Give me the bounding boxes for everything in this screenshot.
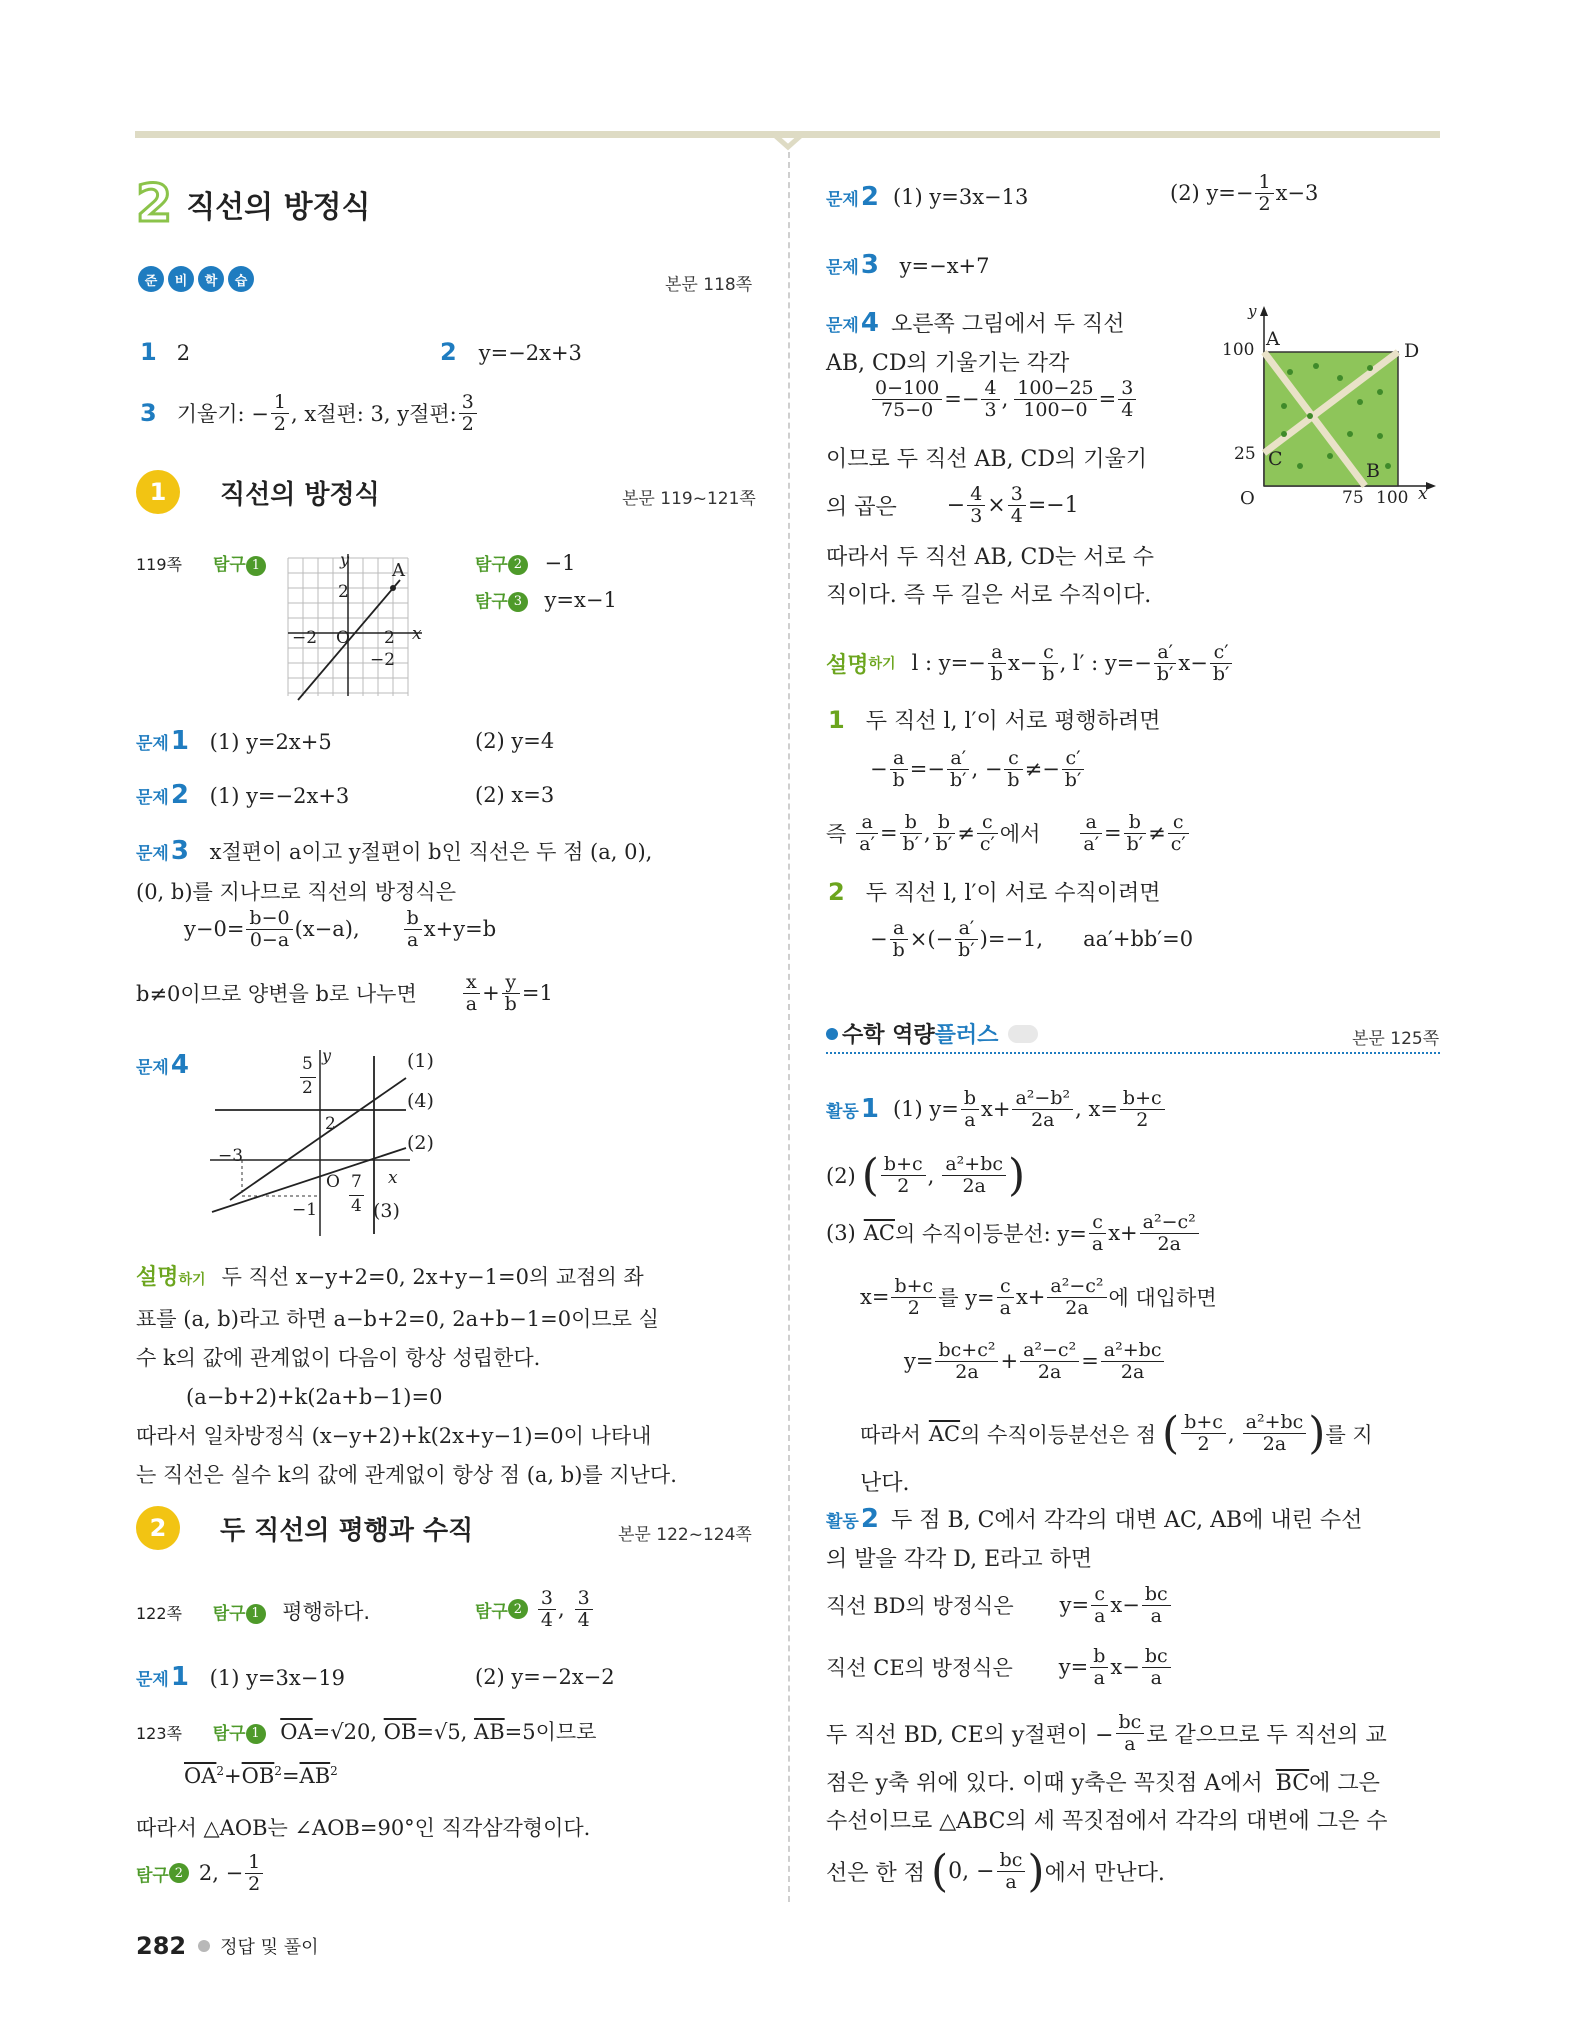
page-number: 282 [136,1932,187,1960]
s2-tangu3-line3: 따라서 △AOB는 ∠AOB=90°인 직각삼각형이다. [136,1816,591,1840]
plus-header: 수학 역량 플러스 [826,1018,1038,1049]
graph119-two: 2 [338,582,349,602]
tangu1-label: 탐구 1 [213,550,266,576]
map-b: B [1366,460,1380,482]
problem3-line3: b≠0이므로 양변을 b로 나누면 $\frac{x}{a}$ + $\frac{y}{b}$ =1 [136,971,553,1015]
prep-q3: 3 기울기: − $\frac{1}{2}$ , x절편: 3, y절편: $\frac{3}{2}$ [138,392,479,435]
map-x: x [1418,484,1428,504]
g4-o: O [326,1172,340,1192]
prep-q1: 1 2 [140,338,191,366]
column-divider [788,152,790,1902]
section2-ref: 본문 122~124쪽 [618,1525,752,1545]
section1-ref: 본문 119~121쪽 [622,489,756,509]
plus-dot [826,1028,838,1040]
map-100: 100 [1222,340,1255,360]
prep-badge-3: 학 [198,266,224,292]
r-problem4-line5: 따라서 두 직선 AB, CD는 서로 수 [826,545,1154,570]
graph119-x: x [412,624,422,644]
activity2-line3: 두 직선 BD, CE의 y절편이 − $\frac{bc}{a}$ 로 같으므로 두 직선의 교 [826,1711,1387,1755]
plus-deco-icon [1008,1025,1038,1043]
r-problem2-b: (2) y=− $\frac{1}{2}$ x−3 [1170,171,1319,215]
activity1-b: (2) ( $\frac{b+c}{2}$ , $\frac{\text{a²+bc}}{2a}$ ) [826,1150,1026,1201]
g4-four: 4 [351,1196,362,1216]
prep-q2: 2 y=−2x+3 [440,338,582,366]
activity1-f-line2: 난다. [860,1471,910,1496]
prep-badges [138,266,258,292]
explain2-item1-line2: 즉 $\frac{a}{a'}$ = $\frac{b}{b'}$ , $\frac{b}{b'}$ ≠ $\frac{c}{c'}$ 에서 $\frac{a}{a'}$ = $\frac{b}{b'}$ ≠ $\frac{c}{c'}$ [826,812,1191,855]
s2-tangu3: 123쪽 탐구 1 $\overline{OA}=√20$, $\overline{OB}=√5$, $\overline{AB}=5$이므로 [136,1720,597,1744]
map-75: 75 [1342,488,1364,508]
activity2-line6: 선은 한 점 ( 0, − $\frac{bc}{a}$ ) 에서 만난다. [826,1846,1165,1897]
s2-tangu2: 탐구 2 $\frac{3}{4}$ , $\frac{3}{4}$ [475,1588,595,1631]
activity2-line4: 점은 y축 위에 있다. 이때 y축은 꼭짓점 A에서 $\overline{BC}$에 그은 [826,1771,1380,1796]
g4-l3: (3) [373,1200,400,1222]
activity1-c: (3) $\overline{AC}$ 의 수직이등분선: y= $\frac{c}{a}$ x+ $\frac{\text{a²−c²}}{2a}$ [826,1212,1201,1255]
explain2-item2: 2 두 직선 l, l′이 서로 수직이려면 [828,878,1161,906]
section2-number: 2 [136,1506,180,1550]
activity2-ce: 직선 CE의 방정식은 y= $\frac{b}{a}$ x− $\frac{bc}{a}$ [826,1646,1173,1689]
graph119-neg2y: −2 [370,650,396,670]
footer-dot [198,1940,210,1952]
problem1: 문제1 (1) y=2x+5 [136,726,332,756]
g4-neg1: −1 [292,1200,318,1220]
section2-title: 두 직선의 평행과 수직 [220,1515,474,1546]
plus-ref: 본문 125쪽 [1352,1029,1440,1049]
prep-badge-2: 비 [168,266,194,292]
section1-title: 직선의 방정식 [220,479,380,510]
r-problem4: 문제4 오른쪽 그림에서 두 직선 AB, CD의 기울기는 각각 [826,308,1125,376]
g4-l2: (2) [407,1132,434,1154]
graph119-2x: 2 [384,628,395,648]
r-problem4-fracs: $\frac{0-100}{75-0}$ =− $\frac{4}{3}$ , $\frac{100-25}{100-0}$ = $\frac{3}{4}$ [870,378,1138,421]
g4-five: 5 [302,1054,313,1074]
g4-seven: 7 [351,1172,362,1192]
chapter-heading [136,174,371,234]
map-25: 25 [1234,444,1256,464]
section1-header [136,470,380,514]
problem1-b: (2) y=4 [475,729,555,753]
map-o: O [1240,488,1255,509]
g4-l1: (1) [407,1050,434,1072]
plus-underline [826,1052,1440,1054]
explain1: 설명하기 두 직선 x−y+2=0, 2x+y−1=0의 교점의 좌 표를 (a, b)라고 하면 a−b+2=0, 2a+b−1=0이므로 실 수 k의 값에 관계없이 다음이 항상 성립한다. (a−b+2)+k(2a+b−1)=0 따라서 일차방정식 (x−y+2)+k(2x+y−1)=0이 나타내 는 직선은 실수 k의 값에 관계없이 항상 점 (a, b)를 지난다. [136,1265,677,1487]
g4-y: y [322,1046,332,1065]
map-a: A [1266,328,1280,350]
footer-label: 정답 및 풀이 [220,1937,319,1958]
tangu3: 탐구 3 y=x−1 [475,588,617,612]
r-problem4-line4: 의 곱은 − $\frac{4}{3}$ × $\frac{3}{4}$ =−1 [826,483,1079,527]
activity1-f: 따라서 $\overline{AC}$ 의 수직이등분선은 점 ( $\frac{b+c}{2}$ , $\frac{\text{a²+bc}}{2a}$ ) 를 지 [860,1408,1373,1459]
explain2-item2-eq: − $\frac{a}{b}$ ×(− $\frac{a'}{b'}$ )=−1, aa′+bb′=0 [870,917,1194,961]
graph119-neg2: −2 [292,628,318,648]
g4-two: 2 [325,1114,336,1134]
footer [136,1932,319,1960]
activity2: 활동2 두 점 B, C에서 각각의 대변 AC, AB에 내린 수선 의 발을 각각 D, E라고 하면 [826,1504,1363,1572]
g4-x: x [388,1168,398,1188]
graph119-y: y [340,550,350,569]
map-d: D [1404,340,1420,362]
prep-badge-1: 준 [138,266,164,292]
activity2-bd: 직선 BD의 방정식은 y= $\frac{c}{a}$ x− $\frac{bc}{a}$ [826,1584,1173,1627]
prep-badge-4: 습 [228,266,254,292]
g4-l4: (4) [407,1090,434,1112]
s2-tangu1: 122쪽 탐구 1 평행하다. [136,1600,371,1624]
map-100x: 100 [1376,488,1409,508]
explain2-header: 설명 하기 l : y=− $\frac{a}{b}$ x− $\frac{c}{b}$ , l′ : y=− $\frac{a'}{b'}$ x− $\frac{c'}{b'}$ [826,642,1234,685]
graph-119 [282,552,432,702]
page-119: 119쪽 [136,555,182,574]
activity1-a: 활동 1 (1) y= $\frac{b}{a}$ x+ $\frac{\text{a²−b²}}{2a}$ , x= $\frac{b+c}{2}$ [826,1088,1167,1131]
r-problem4-line3: 이므로 두 직선 AB, CD의 기울기 [826,447,1148,472]
s2-tangu3-line2: $\overline{OA}^2+\overline{OB}^2=\overline{AB}^2$ [184,1764,338,1788]
top-rule-notch [770,131,806,153]
r-problem3: 문제3 y=−x+7 [826,250,990,280]
g4-two-d: 2 [302,1078,313,1098]
chapter-title: 직선의 방정식 [186,190,371,225]
s2-problem1-b: (2) y=−2x−2 [475,1665,615,1689]
tangu2: 탐구 2 −1 [475,551,576,575]
graph119-o: O [336,628,350,648]
problem2: 문제2 (1) y=−2x+3 [136,780,350,810]
park-map [1220,306,1440,516]
problem3: 문제3 x절편이 a이고 y절편이 b인 직선은 두 점 (a, 0), [136,836,653,866]
explain2-item1-eq: − $\frac{a}{b}$ =− $\frac{a'}{b'}$ , − $\frac{c}{b}$ ≠− $\frac{c'}{b'}$ [870,748,1086,791]
problem2-b: (2) x=3 [475,783,555,807]
s2-tangu4: 탐구 2 2, − $\frac{1}{2}$ [136,1852,265,1895]
problem3-eq1: y−0= $\frac{b-0}{0-a}$ (x−a), $\frac{b}{a}$ x+y=b [184,907,497,951]
map-y: y [1248,302,1257,320]
s2-problem1: 문제1 (1) y=3x−19 [136,1662,346,1692]
activity1-e: y= $\frac{\text{bc+c²}}{2a}$ + $\frac{\text{a²−c²}}{2a}$ = $\frac{\text{a²+bc}}{2a}$ [904,1340,1166,1383]
g4-neg3: −3 [218,1146,244,1166]
activity1-d: x= $\frac{b+c}{2}$ 를 y= $\frac{c}{a}$ x+ $\frac{\text{a²−c²}}{2a}$ 에 대입하면 [860,1275,1217,1319]
map-c: C [1268,448,1283,470]
r-problem2: 문제 2 (1) y=3x−13 [826,182,1029,212]
problem4: 문제4 [136,1050,189,1080]
section1-number: 1 [136,470,180,514]
activity2-line5: 수선이므로 △ABC의 세 꼭짓점에서 각각의 대변에 그은 수 [826,1809,1388,1834]
prep-page-ref: 본문 118쪽 [665,275,753,295]
graph119-a: A [392,560,405,581]
chapter-number: 2 [136,174,173,234]
section2-header [136,1506,473,1550]
r-problem4-line6: 직이다. 즉 두 길은 서로 수직이다. [826,583,1152,608]
explain2-item1: 1 두 직선 l, l′이 서로 평행하려면 [828,706,1161,734]
problem3-line2: (0, b)를 지나므로 직선의 방정식은 [136,880,456,904]
